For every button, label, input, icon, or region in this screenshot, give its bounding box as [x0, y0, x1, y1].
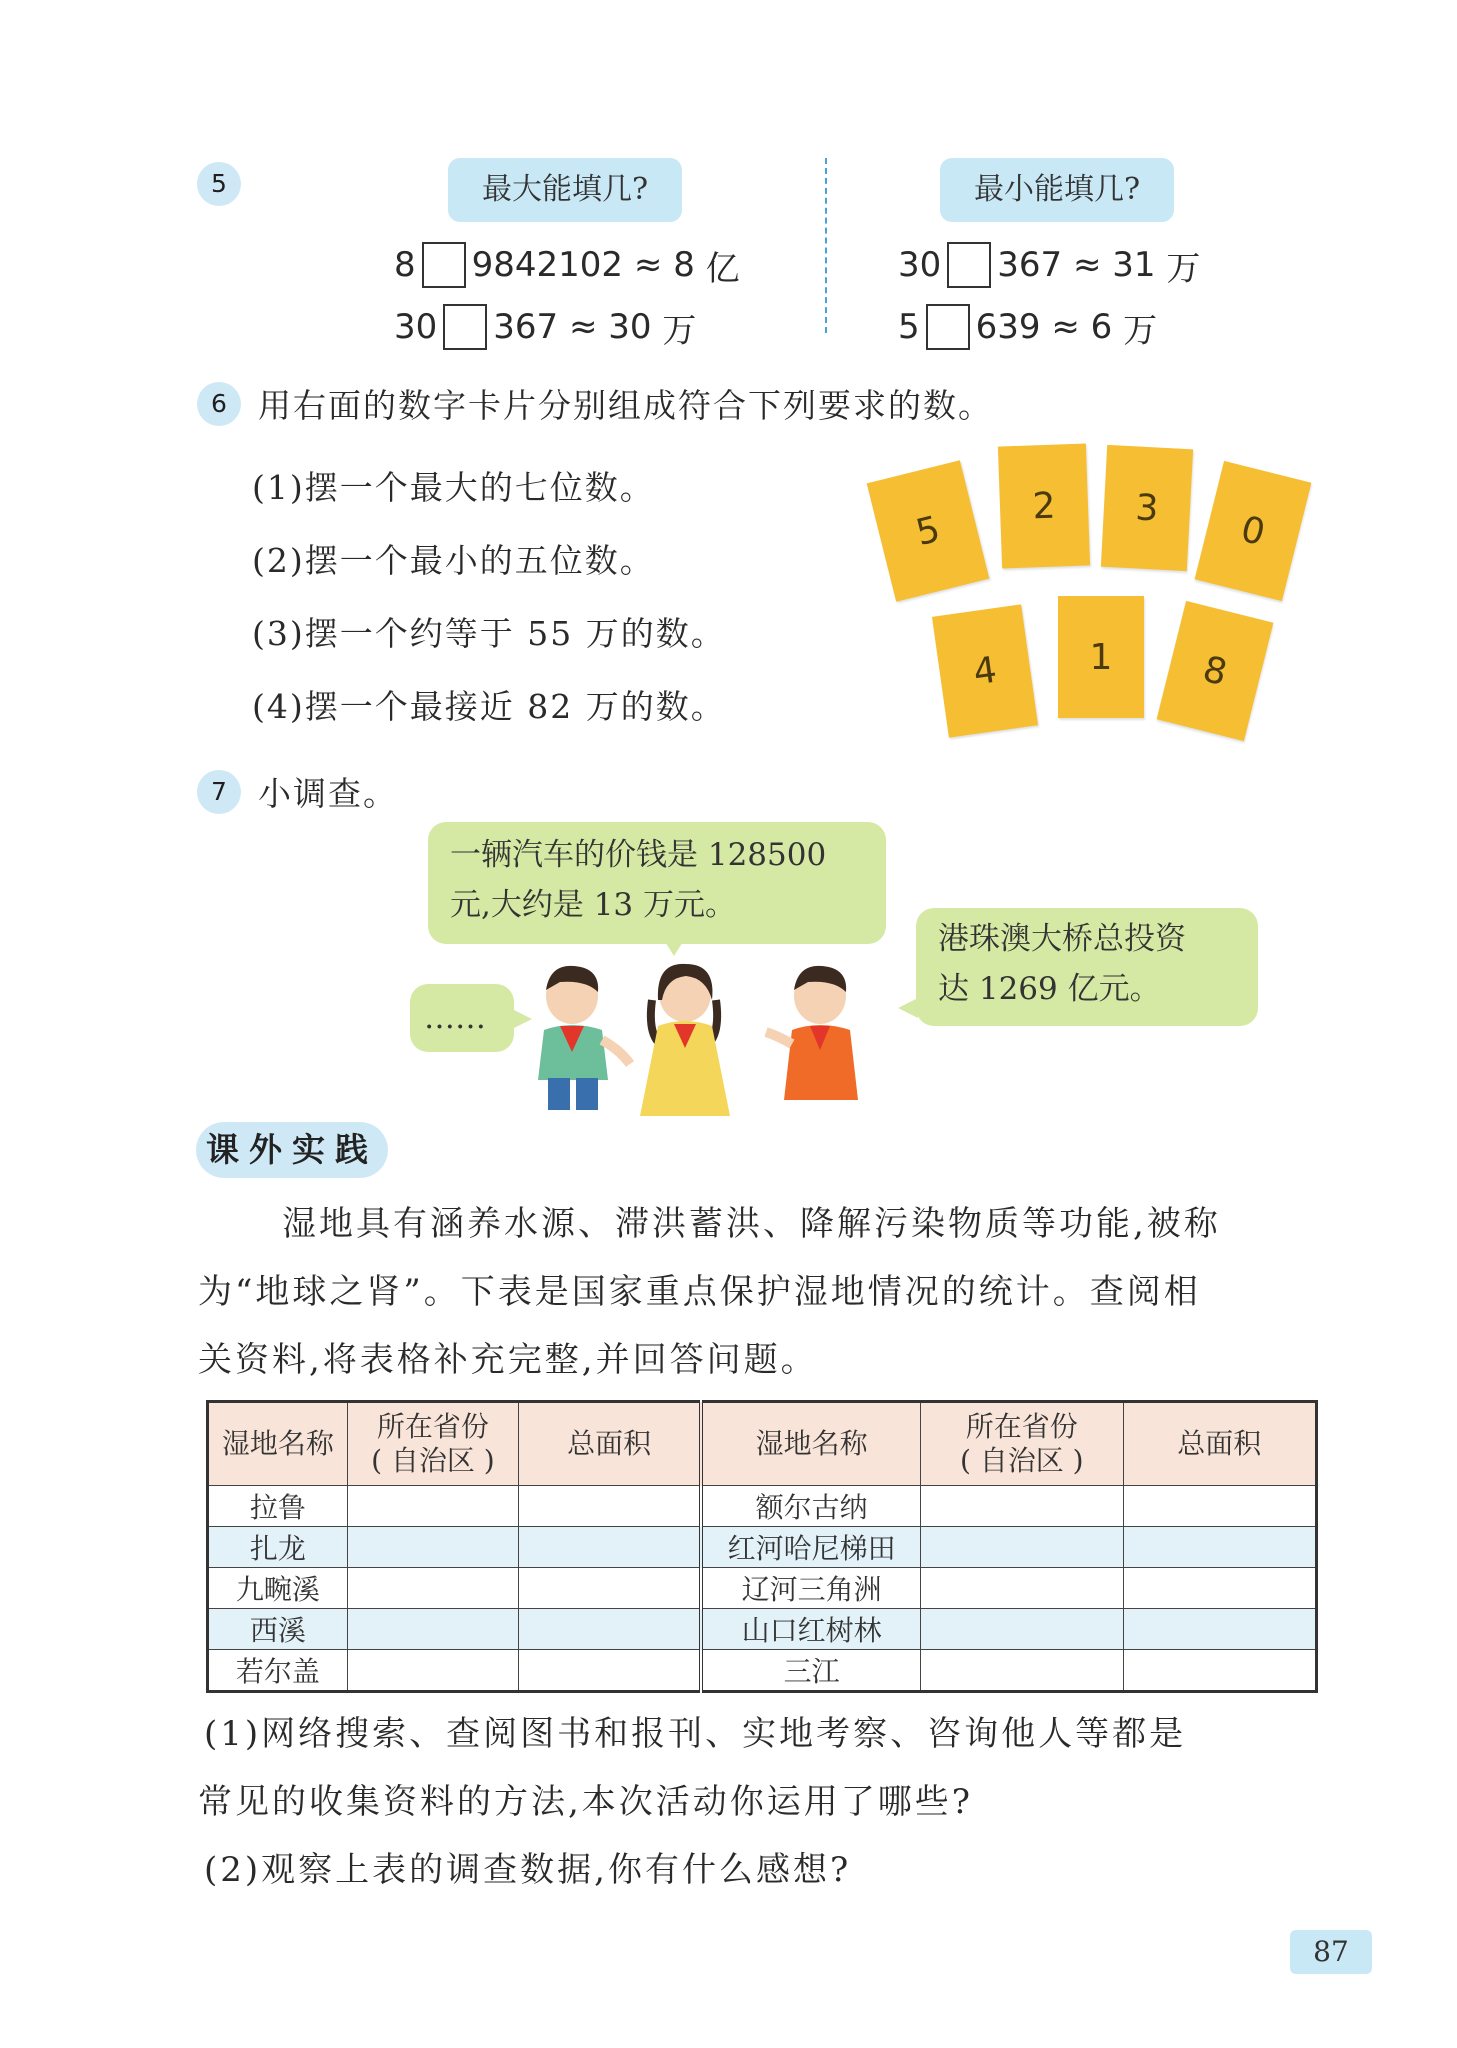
eq-res: 30 — [608, 307, 652, 347]
eq-unit: 万 — [662, 310, 697, 351]
province-blank-cell[interactable] — [921, 1486, 1123, 1527]
province-blank-cell[interactable] — [921, 1568, 1123, 1609]
eq-res: 31 — [1112, 245, 1156, 285]
card-digit: 2 — [1031, 485, 1057, 527]
digit-card-1 — [1058, 596, 1144, 718]
card-digit: 0 — [1236, 508, 1270, 554]
section-tag-practice: 课外实践 — [196, 1122, 388, 1178]
question-number-5: 5 — [197, 162, 241, 206]
divider-dashed — [825, 158, 827, 333]
hint-min-fill: 最小能填几? — [940, 158, 1174, 222]
bubble-bridge-line1: 港珠澳大桥总投资 — [938, 921, 1186, 957]
eq-op: ≈ — [1072, 245, 1102, 285]
wetland-name-cell: 山口红树林 — [701, 1609, 920, 1650]
wetland-name-cell: 九畹溪 — [208, 1568, 348, 1609]
header-province-line2: ( 自治区 ) — [959, 1444, 1084, 1477]
digit-card-0 — [1195, 461, 1312, 601]
area-blank-cell[interactable] — [519, 1568, 702, 1609]
wetland-name-cell: 辽河三角洲 — [701, 1568, 920, 1609]
area-blank-cell[interactable] — [1123, 1609, 1317, 1650]
province-blank-cell[interactable] — [347, 1486, 519, 1527]
q6-item-1: (1)摆一个最大的七位数。 — [252, 468, 655, 507]
wetland-name-cell: 额尔古纳 — [701, 1486, 920, 1527]
speech-bubble-bridge — [916, 908, 1258, 1026]
eq-pre: 5 — [898, 307, 920, 347]
fill-box[interactable] — [926, 304, 970, 350]
card-digit: 4 — [970, 649, 1000, 693]
equation-min-1 — [898, 238, 1200, 292]
header-province-line2: ( 自治区 ) — [371, 1444, 495, 1477]
wetland-name-cell: 若尔盖 — [208, 1650, 348, 1692]
practice-paragraph-line1: 湿地具有涵养水源、滞洪蓄洪、降解污染物质等功能,被称 — [282, 1204, 1221, 1244]
fill-box[interactable] — [947, 242, 991, 288]
speech-bubble-ellipsis — [410, 984, 514, 1052]
province-blank-cell[interactable] — [347, 1609, 519, 1650]
table-row — [208, 1650, 1317, 1692]
table-row — [208, 1486, 1317, 1527]
fill-box[interactable] — [443, 304, 487, 350]
practice-paragraph-line2: 为“地球之肾”。下表是国家重点保护湿地情况的统计。查阅相 — [198, 1272, 1201, 1312]
eq-res: 8 — [673, 245, 695, 285]
q6-item-3: (3)摆一个约等于 55 万的数。 — [252, 614, 726, 653]
eq-pre: 30 — [898, 245, 942, 285]
card-digit: 1 — [1089, 636, 1113, 678]
fill-box[interactable] — [422, 242, 466, 288]
header-province — [921, 1402, 1123, 1486]
area-blank-cell[interactable] — [1123, 1650, 1317, 1692]
area-blank-cell[interactable] — [519, 1650, 702, 1692]
digit-card-5 — [867, 460, 990, 602]
province-blank-cell[interactable] — [347, 1568, 519, 1609]
q7-title: 小调查。 — [258, 774, 398, 813]
wetland-name-cell: 三江 — [701, 1650, 920, 1692]
eq-pre: 30 — [394, 307, 438, 347]
wetland-name-cell: 扎龙 — [208, 1527, 348, 1568]
header-wetland-name: 湿地名称 — [208, 1402, 348, 1486]
table-row — [208, 1609, 1317, 1650]
header-total-area: 总面积 — [1123, 1402, 1317, 1486]
province-blank-cell[interactable] — [347, 1650, 519, 1692]
wetland-name-cell: 拉鲁 — [208, 1486, 348, 1527]
eq-res: 6 — [1090, 307, 1113, 347]
province-blank-cell[interactable] — [921, 1609, 1123, 1650]
header-province — [347, 1402, 519, 1486]
eq-post: 639 — [975, 307, 1041, 347]
eq-pre: 8 — [394, 245, 416, 285]
eq-post: 367 — [997, 245, 1063, 285]
bubble-tail — [664, 940, 684, 956]
area-blank-cell[interactable] — [1123, 1486, 1317, 1527]
question-1-line2: 常见的收集资料的方法,本次活动你运用了哪些? — [198, 1782, 974, 1822]
digit-card-3 — [1101, 445, 1193, 571]
card-digit: 5 — [911, 508, 945, 554]
eq-unit: 亿 — [705, 248, 740, 289]
speech-bubble-car — [428, 822, 886, 944]
bubble-ellipsis-text: …… — [424, 1000, 486, 1036]
eq-unit: 万 — [1123, 310, 1158, 351]
wetland-table — [206, 1400, 1318, 1693]
area-blank-cell[interactable] — [519, 1486, 702, 1527]
area-blank-cell[interactable] — [519, 1609, 702, 1650]
header-wetland-name: 湿地名称 — [701, 1402, 920, 1486]
q6-title: 用右面的数字卡片分别组成符合下列要求的数。 — [258, 386, 993, 425]
equation-max-1 — [394, 238, 740, 292]
area-blank-cell[interactable] — [1123, 1568, 1317, 1609]
bubble-car-line2: 元,大约是 13 万元。 — [450, 887, 737, 923]
page-number: 87 — [1290, 1930, 1372, 1974]
question-number-6: 6 — [197, 382, 241, 426]
digit-card-2 — [998, 444, 1090, 569]
q6-item-2: (2)摆一个最小的五位数。 — [252, 541, 655, 580]
wetland-name-cell: 西溪 — [208, 1609, 348, 1650]
question-2: (2)观察上表的调查数据,你有什么感想? — [204, 1850, 852, 1890]
eq-op: ≈ — [633, 245, 663, 285]
boy-left-figure — [538, 966, 630, 1110]
eq-op: ≈ — [1051, 307, 1080, 347]
table-row — [208, 1568, 1317, 1609]
digit-card-8 — [1157, 601, 1274, 741]
province-blank-cell[interactable] — [347, 1527, 519, 1568]
province-blank-cell[interactable] — [921, 1650, 1123, 1692]
eq-post: 367 — [493, 307, 559, 347]
area-blank-cell[interactable] — [1123, 1527, 1317, 1568]
province-blank-cell[interactable] — [921, 1527, 1123, 1568]
eq-op: ≈ — [568, 307, 598, 347]
boy-right-figure — [766, 966, 858, 1100]
question-number-7: 7 — [197, 770, 241, 814]
practice-paragraph-line3: 关资料,将表格补充完整,并回答问题。 — [198, 1340, 818, 1380]
table-header-row — [208, 1402, 1317, 1486]
girl-middle-figure — [640, 964, 730, 1116]
wetland-name-cell: 红河哈尼梯田 — [701, 1527, 920, 1568]
bubble-car-line1: 一辆汽车的价钱是 128500 — [450, 837, 827, 873]
card-digit: 8 — [1198, 648, 1232, 694]
hint-max-fill: 最大能填几? — [448, 158, 682, 222]
children-illustration — [520, 960, 920, 1120]
header-total-area: 总面积 — [519, 1402, 702, 1486]
header-province-line1: 所在省份 — [965, 1410, 1078, 1443]
card-digit: 3 — [1134, 486, 1160, 530]
digit-card-4 — [932, 604, 1038, 737]
equation-max-2 — [394, 300, 696, 354]
eq-unit: 万 — [1166, 248, 1201, 289]
bubble-bridge-line2: 达 1269 亿元。 — [938, 971, 1161, 1007]
equation-min-2 — [898, 300, 1157, 354]
header-province-line1: 所在省份 — [376, 1410, 489, 1443]
area-blank-cell[interactable] — [519, 1527, 702, 1568]
table-row — [208, 1527, 1317, 1568]
question-1-line1: (1)网络搜索、查阅图书和报刊、实地考察、咨询他人等都是 — [204, 1714, 1187, 1754]
q6-item-4: (4)摆一个最接近 82 万的数。 — [252, 687, 726, 726]
eq-post: 9842102 — [471, 245, 624, 285]
